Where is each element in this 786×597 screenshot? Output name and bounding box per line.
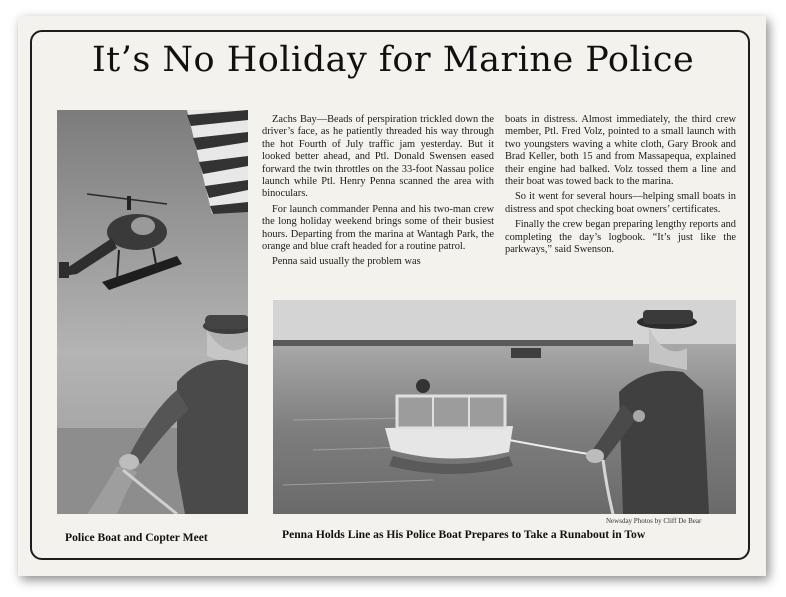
article-paragraph: Penna said usually the problem was [272, 256, 421, 268]
photo-copter [57, 110, 248, 514]
caption-right: Penna Holds Line as His Police Boat Prepares to Take a Runabout in Tow [282, 528, 646, 541]
article-paragraph: boats in distress. Almost immediately, the third crew member, Ptl. Fred Volz, pointed to a small launch with two youngsters waving a white cloth, Gary Brook and Brad Keller, both 15 and from Massapequa, explained their engine had balked. Volz tossed them a line and their boat was towed back to the marina. [505, 114, 736, 188]
photo-credit: Newsday Photos by Cliff De Bear [606, 517, 702, 525]
article-paragraph: Finally the crew began preparing lengthy reports and completing the day’s logbook. “It’s just like the parkways,” said Swenson. [505, 219, 736, 256]
article-paragraph: Zachs Bay—Beads of perspiration trickled down the driver’s face, as he patiently threaded his way through the hot Fourth of July traffic jam yesterday. But it looked better ahead, and Ptl. Donald Swensen eased forward the twin throttles on the 33-foot Nassau police launch while Ptl. Henry Penna scanned the area with binoculars. [262, 114, 494, 200]
photo-tow [273, 300, 736, 514]
headline: It’s No Holiday for Marine Police [91, 40, 695, 80]
caption-left: Police Boat and Copter Meet [65, 531, 208, 544]
article-paragraph: For launch commander Penna and his two-man crew the long holiday weekend brings some of their busiest hours. Departing from the marina at Wantagh Park, the orange and blue craft headed for a routine patrol. [262, 203, 494, 253]
article-column-2 [505, 114, 736, 259]
article-paragraph: So it went for several hours—helping small boats in distress and spot checking boat owners’ certificates. [505, 191, 736, 215]
article-column-1 [262, 114, 494, 272]
